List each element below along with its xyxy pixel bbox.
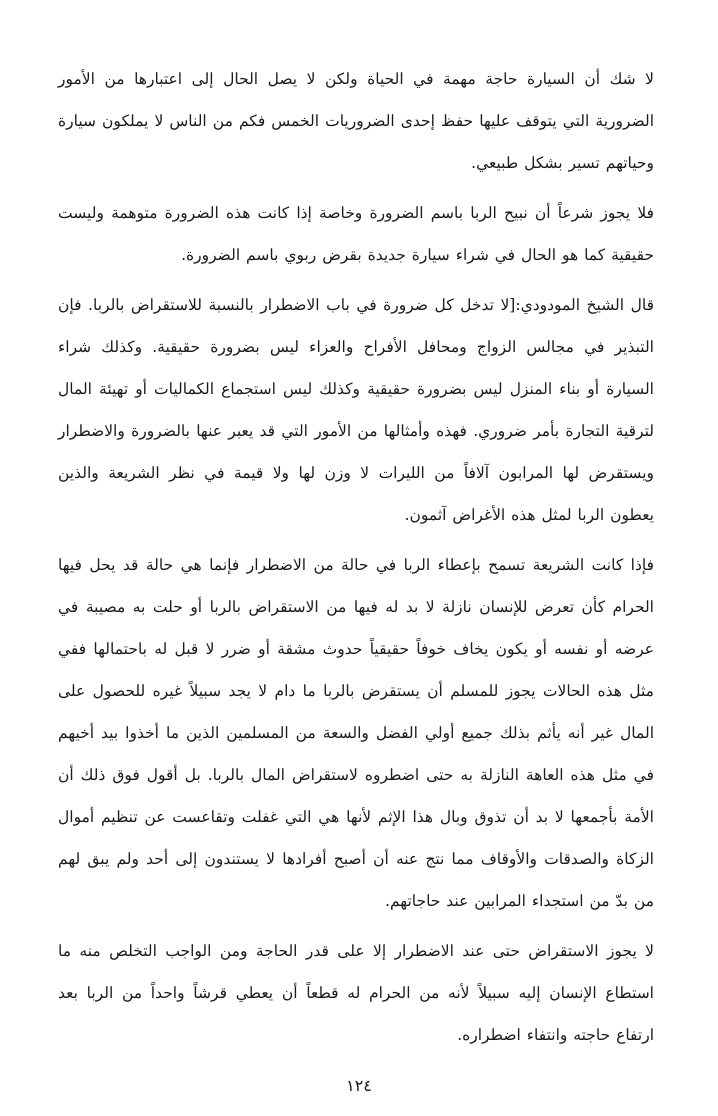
paragraph: قال الشيخ المودودي:[لا تدخل كل ضرورة في باب الاضطرار بالنسبة للاستقراض بالربا. فإن التبذير في مجالس الزواج ومحافل الأفراح والعزاء ليس بضرورة حقيقية. وكذلك شراء السيارة أو بناء المنزل ليس بضرورة حقيقية وكذلك ليس استجماع الكماليات أو تهيئة المال لترقية التجارة بأمر ضروري. فهذه وأمثالها من الأمور التي قد يعبر عنها بالضرورة والاضطرار ويستقرض لها المرابون آلافاً من الليرات لا وزن لها ولا قيمة في نظر الشريعة والذين يعطون الربا لمثل هذه الأغراض آثمون. [58, 296, 654, 524]
paragraph: فإذا كانت الشريعة تسمح بإعطاء الربا في حالة من الاضطرار فإنما هي حالة قد يحل فيها الحرام كأن تعرض للإنسان نازلة لا بد له فيها من الاستقراض بالربا أو حلت به مصيبة في عرضه أو نفسه أو يكون يخاف خوفاً حقيقياً حدوث مشقة أو ضرر لا قبل له باحتمالها ففي مثل هذه الحالات يجوز للمسلم أن يستقرض بالربا ما دام لا يجد سبيلاً غيره للحصول على المال غير أنه يأثم بذلك جميع أولي الفضل والسعة من المسلمين الذين ما أخذوا بيد أخيهم في مثل هذه العاهة النازلة به حتى اضطروه لاستقراض المال بالربا. بل أقول فوق ذلك أن الأمة بأجمعها لا بد أن تذوق وبال هذا الإثم لأنها هي التي غفلت وتقاعست عن تنظيم أموال الزكاة والصدقات والأوقاف مما نتج عنه أن أصبح أفرادها لا يستندون إلى أحد ولم يبق لهم من بدّ من استجداء المرابين عند حاجاتهم. [58, 556, 654, 910]
paragraph: فلا يجوز شرعاً أن نبيح الربا باسم الضرورة وخاصة إذا كانت هذه الضرورة متوهمة وليست حقيقية كما هو الحال في شراء سيارة جديدة بقرض ربوي باسم الضرورة. [58, 204, 654, 264]
paragraph: لا شك أن السيارة حاجة مهمة في الحياة ولكن لا يصل الحال إلى اعتبارها من الأمور الضرورية التي يتوقف عليها حفظ إحدى الضروريات الخمس فكم من الناس لا يملكون سيارة وحياتهم تسير بشكل طبيعي. [58, 70, 654, 172]
paragraph: لا يجوز الاستقراض حتى عند الاضطرار إلا على قدر الحاجة ومن الواجب التخلص منه ما استطاع الإنسان إليه سبيلاً لأنه من الحرام له قطعاً أن يعطي قرشاً واحداً من الربا بعد ارتفاع حاجته وانتفاء اضطراره. [58, 942, 654, 1044]
page-number: ١٢٤ [346, 1076, 372, 1095]
